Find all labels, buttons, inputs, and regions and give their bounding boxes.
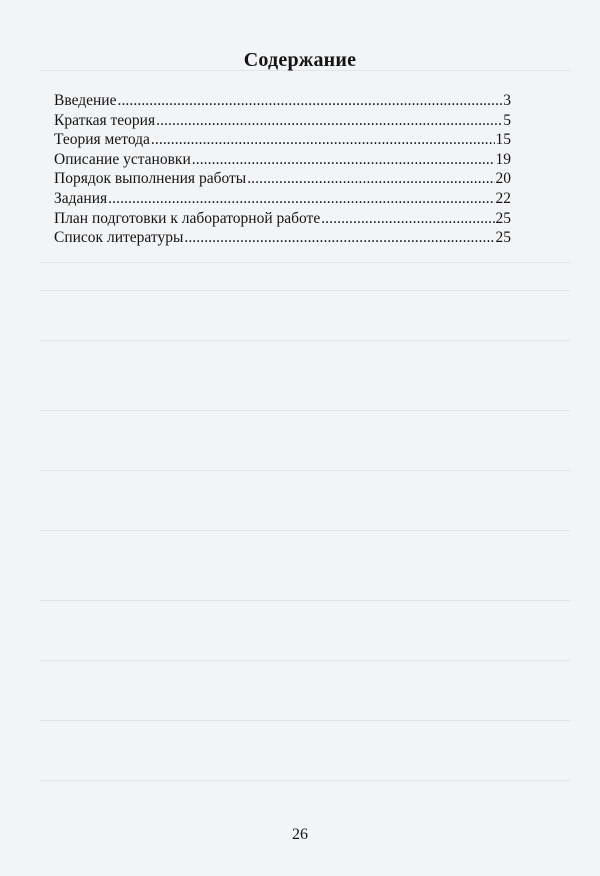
toc-entry-title: Краткая теория [54, 111, 156, 129]
toc-entry-method-theory[interactable] [54, 130, 511, 150]
toc-entry-page: 19 [495, 150, 511, 168]
page-number: 26 [292, 826, 308, 843]
bleed-through-line [40, 340, 570, 341]
table-of-contents [54, 91, 511, 248]
toc-entry-references[interactable] [54, 228, 511, 248]
dot-leader [184, 228, 494, 248]
bleed-through-line [40, 290, 570, 291]
toc-entry-work-procedure[interactable] [54, 169, 511, 189]
toc-entry-title: Задания [54, 189, 108, 207]
toc-entry-title: Описание установки [54, 150, 191, 168]
toc-entry-title: Введение [54, 92, 117, 109]
dot-leader [192, 150, 495, 170]
toc-entry-page: 3 [503, 92, 511, 109]
toc-entry-title: План подготовки к лабораторной работе [54, 209, 321, 227]
bleed-through-line [40, 660, 570, 661]
toc-entry-introduction[interactable] [54, 91, 511, 111]
dot-leader [151, 130, 495, 150]
toc-entry-title: Порядок выполнения работы [54, 170, 247, 188]
bleed-through-line [40, 470, 570, 471]
toc-entry-title: Список литературы [54, 229, 184, 247]
bleed-through-line [40, 600, 570, 601]
bleed-through-line [40, 780, 570, 781]
toc-entry-page: 20 [495, 170, 511, 188]
toc-entry-tasks[interactable] [54, 189, 511, 209]
dot-leader [117, 91, 502, 111]
toc-entry-brief-theory[interactable] [54, 111, 511, 131]
dot-leader [156, 111, 502, 131]
toc-entry-page: 22 [495, 189, 511, 207]
bleed-through-line [40, 262, 570, 263]
dot-leader [321, 209, 494, 229]
dot-leader [247, 169, 494, 189]
toc-entry-lab-preparation-plan[interactable] [54, 209, 511, 229]
toc-entry-setup-description[interactable] [54, 150, 511, 170]
toc-entry-page: 5 [503, 111, 511, 129]
toc-entry-page: 25 [495, 209, 511, 227]
toc-entry-title: Теория метода [54, 131, 150, 149]
toc-entry-page: 15 [495, 131, 511, 149]
page-title: Содержание [243, 49, 357, 71]
bleed-through-line [40, 720, 570, 721]
toc-entry-page: 25 [495, 229, 511, 247]
bleed-through-line [40, 530, 570, 531]
dot-leader [108, 189, 494, 209]
bleed-through-line [40, 410, 570, 411]
